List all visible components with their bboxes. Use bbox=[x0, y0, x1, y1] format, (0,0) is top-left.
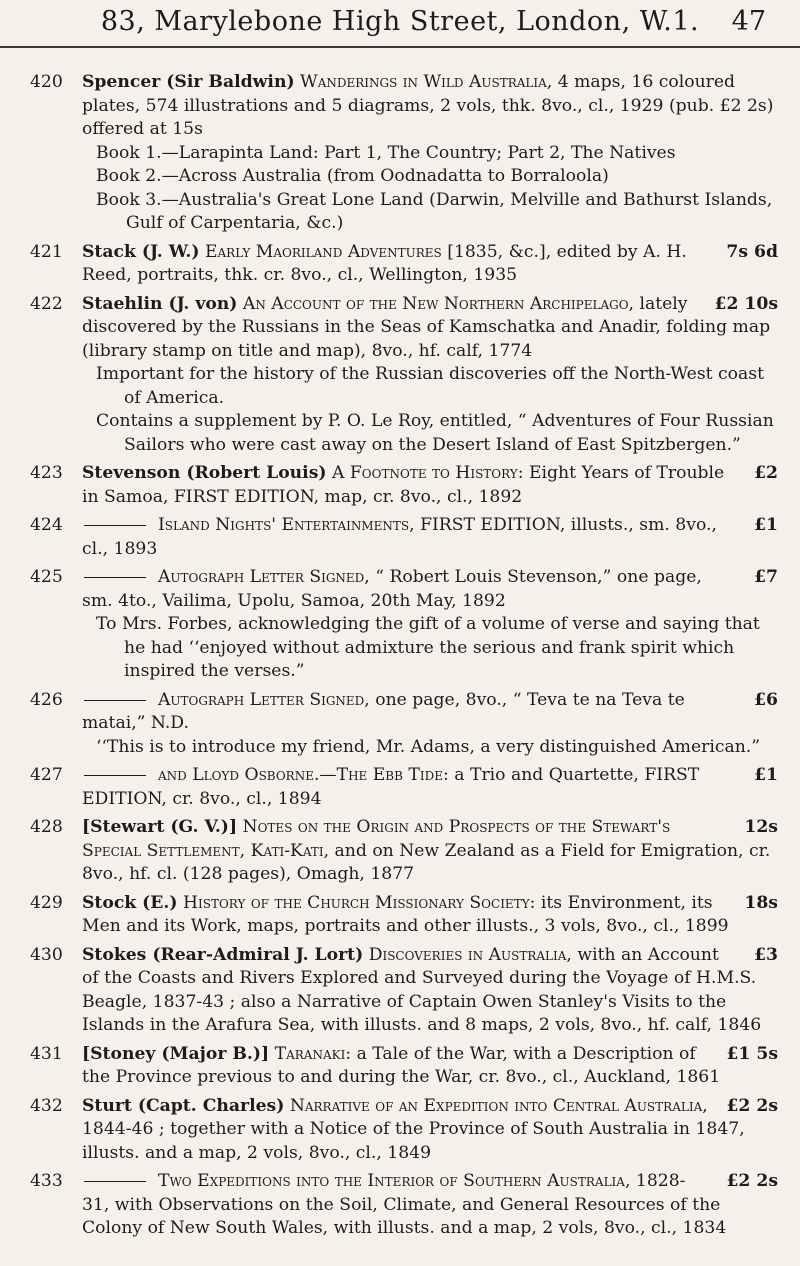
lot-price: £2 2s bbox=[726, 1171, 778, 1191]
entry-title: and Lloyd Osborne.—The Ebb Tide: bbox=[158, 765, 449, 785]
dealer-address: 83, Marylebone High Street, London, W.1. bbox=[100, 6, 700, 37]
entry-details: 4 maps, 16 coloured plates, 574 illustrations and 5 diagrams, 2 vols, thk. 8vo., cl., 1929 (pub. £2 2s) offered at 15s bbox=[82, 72, 774, 139]
entry-body bbox=[82, 294, 770, 361]
catalogue-entry bbox=[30, 566, 778, 684]
catalogue-entry bbox=[30, 892, 778, 939]
catalogue-entry bbox=[30, 241, 778, 288]
catalogue-entry bbox=[30, 689, 778, 760]
entry-body bbox=[82, 765, 699, 809]
entry-title: Narrative of an Expedition into Central Australia, bbox=[289, 1095, 708, 1116]
catalogue-entries bbox=[30, 71, 778, 1246]
entry-note: Important for the history of the Russian discoveries off the North-West coast of America. bbox=[96, 364, 764, 408]
entry-details: with an Account of the Coasts and Rivers Explored and Surveyed during the Voyage of H.M.S. Beagle, 1837-43 ; also a Narrative of Captain Owen Stanley's Visits to the Islands in the Arafura Sea, with illusts. and 8 maps, 2 vols, 8vo., hf. calf, 1846 bbox=[82, 944, 762, 1035]
entry-details: [1835, &c.], edited by A. H. Reed, portraits, thk. cr. 8vo., cl., Wellington, 1935 bbox=[82, 241, 687, 285]
ditto-dash bbox=[84, 1181, 146, 1182]
entry-body bbox=[82, 72, 773, 139]
lot-number: 433 bbox=[30, 1171, 63, 1191]
entry-details: “ Robert Louis Stevenson,” one page, sm. 4to., Vailima, Upolu, Samoa, 20th May, 1892 bbox=[82, 567, 702, 611]
entry-note: Contains a supplement by P. O. Le Roy, entitled, “ Adventures of Four Russian Sailors who were cast away on the Desert Island of East Spitzbergen.” bbox=[96, 411, 774, 455]
book-item: Book 2.—Across Australia (from Oodnadatta to Borraloola) bbox=[96, 166, 609, 186]
entry-title: An Account of the New Northern Archipelago, bbox=[242, 293, 635, 314]
lot-number: 421 bbox=[30, 241, 63, 262]
book-item: Book 1.—Larapinta Land: Part 1, The Country; Part 2, The Natives bbox=[96, 142, 676, 163]
lot-number: 424 bbox=[30, 515, 63, 535]
lot-number: 422 bbox=[30, 293, 63, 314]
ditto-dash bbox=[84, 577, 146, 578]
entry-author: Sturt (Capt. Charles) bbox=[82, 1095, 285, 1116]
catalogue-entry bbox=[30, 764, 778, 811]
entry-author: Staehlin (J. von) bbox=[82, 293, 238, 314]
entry-details: a Tale of the War, with a Description of the Province previous to and during the War, cr. 8vo., cl., Auckland, 1861 bbox=[82, 1043, 721, 1087]
ditto-dash bbox=[84, 700, 146, 701]
entry-note: ‘‘This is to introduce my friend, Mr. Adams, a very distinguished American.” bbox=[96, 736, 761, 757]
lot-price: £1 bbox=[754, 765, 778, 785]
entry-author: [Stoney (Major B.)] bbox=[82, 1043, 270, 1064]
entry-author: Stock (E.) bbox=[82, 892, 178, 913]
entry-author: [Stewart (G. V.)] bbox=[82, 817, 238, 837]
book-list bbox=[96, 142, 778, 236]
page-header bbox=[0, 0, 800, 48]
entry-details: 1828-31, with Observations on the Soil, Climate, and General Resources of the Colony of New South Wales, with illusts. and a map, 2 vols, 8vo., cl., 1834 bbox=[82, 1171, 727, 1238]
entry-body bbox=[82, 690, 685, 734]
entry-details: FIRST EDITION, illusts., sm. 8vo., cl., 1893 bbox=[82, 515, 717, 559]
catalogue-entry bbox=[30, 514, 778, 561]
lot-number: 430 bbox=[30, 944, 63, 965]
catalogue-entry bbox=[30, 1095, 778, 1166]
entry-title: Notes on the Origin and Prospects of the Stewart's Special Settlement, Kati-Kati, bbox=[82, 817, 671, 861]
lot-number: 429 bbox=[30, 892, 63, 913]
lot-number: 432 bbox=[30, 1095, 63, 1116]
entry-details: a Trio and Quartette, FIRST EDITION, cr. 8vo., cl., 1894 bbox=[82, 765, 700, 809]
entry-details: one page, 8vo., “ Teva te na Teva te matai,” N.D. bbox=[82, 689, 685, 733]
lot-number: 423 bbox=[30, 463, 63, 483]
entry-details: lately discovered by the Russians in the Seas of Kamschatka and Anadir, folding map (library stamp on title and map), 8vo., hf. calf, 1774 bbox=[82, 293, 771, 361]
entry-title: Discoveries in Australia, bbox=[368, 944, 572, 965]
lot-number: 431 bbox=[30, 1043, 63, 1064]
lot-number: 420 bbox=[30, 72, 63, 92]
entry-body bbox=[82, 567, 702, 611]
entry-title: Early Maoriland Adventures bbox=[204, 241, 442, 262]
entry-title: Autograph Letter Signed, bbox=[158, 689, 370, 710]
entry-body bbox=[82, 893, 729, 937]
entry-body bbox=[82, 1044, 720, 1088]
lot-price: £1 5s bbox=[726, 1043, 778, 1064]
entry-title: A Footnote to History: bbox=[332, 463, 524, 483]
entry-author: Spencer (Sir Baldwin) bbox=[82, 72, 295, 92]
entry-title: History of the Church Missionary Society: bbox=[183, 892, 536, 913]
entry-title: Taranaki: bbox=[274, 1043, 352, 1064]
lot-price: £2 bbox=[754, 463, 778, 483]
entry-details: and on New Zealand as a Field for Emigration, cr. 8vo., hf. cl. (128 pages), Omagh, 1877 bbox=[82, 840, 771, 884]
lot-number: 426 bbox=[30, 689, 63, 710]
lot-number: 427 bbox=[30, 765, 63, 785]
catalogue-entry bbox=[30, 816, 778, 887]
catalogue-entry bbox=[30, 1170, 778, 1241]
entry-body bbox=[82, 515, 717, 559]
lot-price: 18s bbox=[744, 892, 778, 913]
entry-body bbox=[82, 945, 761, 1036]
ditto-dash bbox=[84, 775, 146, 776]
page-number: 47 bbox=[731, 6, 766, 37]
entry-body bbox=[82, 817, 770, 884]
entry-title: Island Nights' Entertainments, bbox=[158, 515, 415, 535]
entry-author: Stevenson (Robert Louis) bbox=[82, 463, 327, 483]
entry-body bbox=[82, 463, 724, 507]
lot-price: £6 bbox=[754, 689, 778, 710]
entry-body bbox=[82, 242, 687, 286]
lot-price: £1 bbox=[754, 515, 778, 535]
lot-price: 12s bbox=[744, 817, 778, 837]
entry-author: Stokes (Rear-Admiral J. Lort) bbox=[82, 944, 364, 965]
entry-details: 1844-46 ; together with a Notice of the Province of South Australia in 1847, illusts. and a map, 2 vols, 8vo., cl., 1849 bbox=[82, 1119, 745, 1163]
lot-price: £2 10s bbox=[714, 293, 778, 314]
catalogue-entry bbox=[30, 71, 778, 236]
lot-number: 428 bbox=[30, 817, 63, 837]
entry-author: Stack (J. W.) bbox=[82, 241, 200, 262]
catalogue-entry bbox=[30, 944, 778, 1038]
catalogue-entry bbox=[30, 1043, 778, 1090]
catalogue-entry bbox=[30, 462, 778, 509]
entry-body bbox=[82, 1096, 745, 1163]
lot-number: 425 bbox=[30, 567, 63, 587]
ditto-dash bbox=[84, 525, 146, 526]
lot-price: £3 bbox=[754, 944, 778, 965]
entry-title: Two Expeditions into the Interior of Southern Australia, bbox=[158, 1171, 631, 1191]
entry-body bbox=[82, 1171, 726, 1238]
entry-note: To Mrs. Forbes, acknowledging the gift of a volume of verse and saying that he had ‘‘enjoyed without admixture the serious and frank spirit which inspired the verses.” bbox=[96, 614, 760, 681]
lot-price: 7s 6d bbox=[726, 241, 778, 262]
lot-price: £2 2s bbox=[726, 1095, 778, 1116]
lot-price: £7 bbox=[754, 567, 778, 587]
entry-title: Wanderings in Wild Australia, bbox=[300, 72, 553, 92]
entry-details: Eight Years of Trouble in Samoa, FIRST EDITION, map, cr. 8vo., cl., 1892 bbox=[82, 463, 725, 507]
entry-details: its Environment, its Men and its Work, maps, portraits and other illusts., 3 vols, 8vo., cl., 1899 bbox=[82, 892, 729, 936]
book-item: Book 3.—Australia's Great Lone Land (Darwin, Melville and Bathurst Islands, Gulf of Carpentaria, &c.) bbox=[96, 189, 773, 233]
entry-title: Autograph Letter Signed, bbox=[158, 567, 370, 587]
catalogue-entry bbox=[30, 293, 778, 458]
